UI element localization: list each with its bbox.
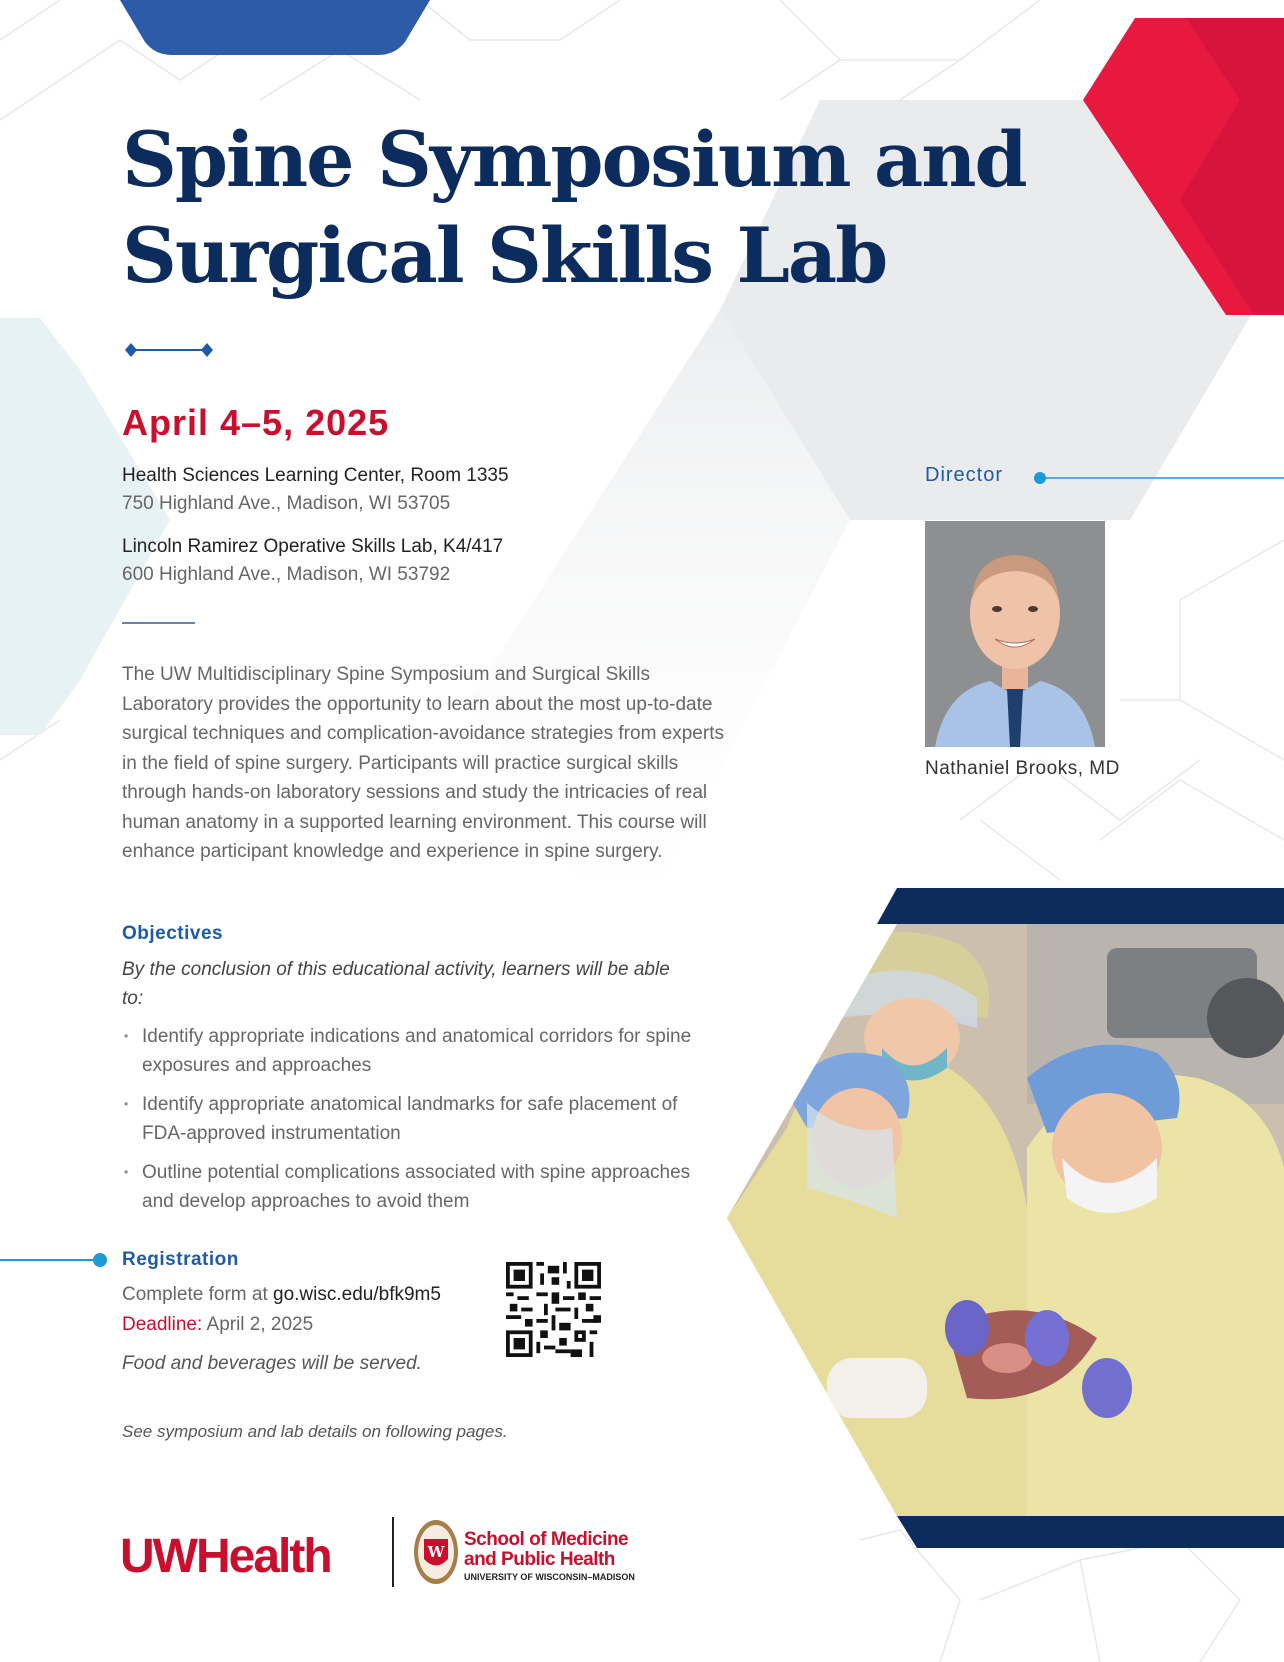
logo-divider [392, 1517, 394, 1587]
venue-1 [122, 462, 509, 518]
school-line-2: and Public Health [464, 1549, 615, 1570]
venue-address: 600 Highland Ave., Madison, WI 53792 [122, 564, 451, 585]
registration-form-line [122, 1280, 441, 1310]
crest-icon [412, 1517, 460, 1587]
surgery-photo [727, 888, 1284, 1548]
venue-2 [122, 533, 503, 589]
svg-text:W: W [427, 1543, 445, 1561]
director-photo [925, 521, 1105, 747]
deadline-label: Deadline: [122, 1314, 203, 1335]
director-name: Nathaniel Brooks, MD [925, 758, 1120, 779]
uwhealth-logo-text: UWHealth [120, 1530, 331, 1583]
venue-name: Health Sciences Learning Center, Room 1335 [122, 465, 509, 486]
director-label: Director [925, 464, 1004, 486]
list-item: • Identify appropriate indications and anatomical corridors for spine exposures and approaches [122, 1022, 702, 1080]
venue-address: 750 Highland Ave., Madison, WI 53705 [122, 493, 451, 514]
page-title: Spine Symposium and Surgical Skills Lab [122, 115, 1026, 300]
uwhealth-logo [120, 1527, 331, 1587]
deadline-date: April 2, 2025 [206, 1314, 314, 1335]
footer-note: See symposium and lab details on following pages. [122, 1422, 508, 1441]
registration-heading: Registration [122, 1249, 239, 1270]
school-line-1: School of Medicine [464, 1529, 629, 1550]
list-item: • Outline potential complications associated with spine approaches and develop approaches to avoid them [122, 1158, 702, 1216]
qr-code[interactable] [506, 1262, 601, 1357]
objectives-heading: Objectives [122, 923, 224, 944]
event-date: April 4–5, 2025 [122, 402, 390, 443]
deadline-line [122, 1310, 313, 1340]
school-line-3: UNIVERSITY OF WISCONSIN–MADISON [464, 1572, 635, 1582]
objectives-lead: By the conclusion of this educational activity, learners will be able to: [122, 959, 670, 1009]
registration-link[interactable]: go.wisc.edu/bfk9m5 [273, 1284, 441, 1305]
objectives-list [122, 1022, 702, 1226]
list-item: • Identify appropriate anatomical landmarks for safe placement of FDA-approved instrumentation [122, 1090, 702, 1148]
school-logo-text [464, 1530, 635, 1584]
food-note: Food and beverages will be served. [122, 1353, 422, 1374]
intro-paragraph: The UW Multidisciplinary Spine Symposium and Surgical Skills Laboratory provides the opportunity to learn about the most up-to-date surgical techniques and complication-avoidance strategies from experts in the field of spine surgery. Participants will practice surgical skills through hands-on laboratory sessions and study the intricacies of real human anatomy in a supported learning environment. This course will enhance participant knowledge and experience in spine surgery. [122, 664, 724, 862]
form-prefix: Complete form at [122, 1284, 268, 1305]
venue-name: Lincoln Ramirez Operative Skills Lab, K4/417 [122, 536, 504, 557]
